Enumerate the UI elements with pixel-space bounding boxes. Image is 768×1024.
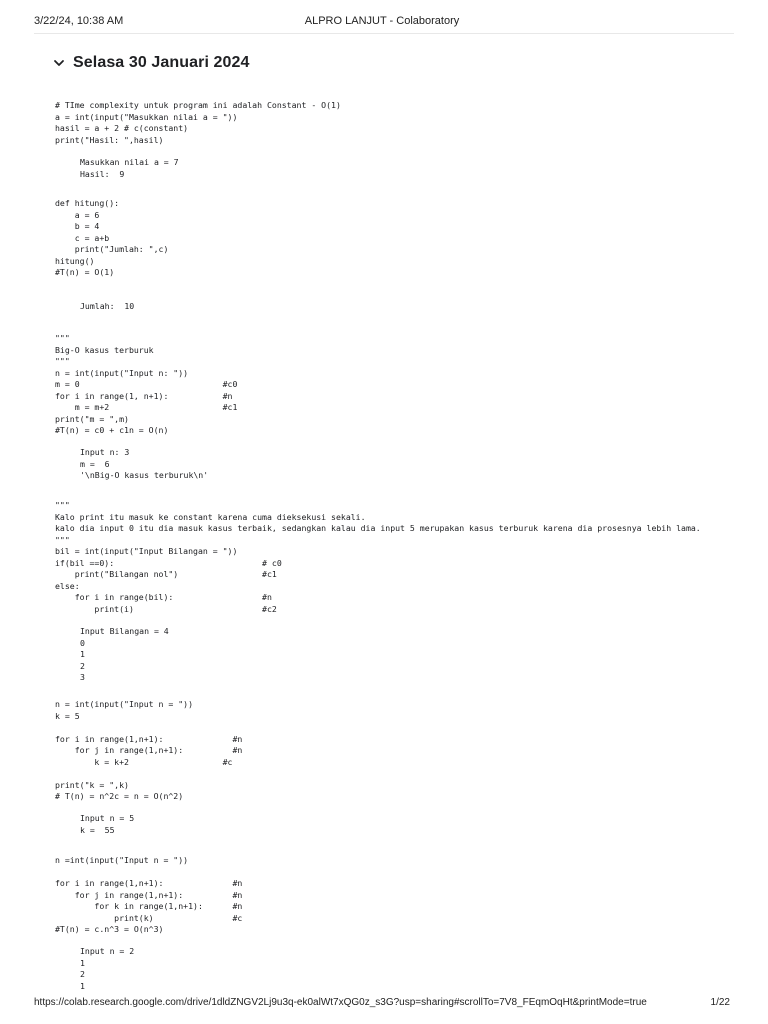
print-datetime: 3/22/24, 10:38 AM — [34, 15, 124, 27]
page-number: 1/22 — [710, 997, 730, 1008]
output-cell-nested-loop-n3: Input n = 2 1 2 1 — [80, 946, 135, 991]
page-url: https://colab.research.google.com/drive/1dldZNGV2Lj9u3q-ek0alWt7xQG0z_s3G?usp=sharing#scrollTo=7V8_FEqmOqHt&printMode=true — [34, 997, 647, 1008]
code-cell-bilangan[interactable]: """ Kalo print itu masuk ke constant karena cuma dieksekusi sekali. kalo dia input 0 itu dia masuk kasus terbaik, sedangkan kalau dia input 5 merupakan kasus terburuk karena dia prosesnya lebih lama. """ bil = int(input("Input Bilangan = ")) if(bil ==0): # c0 print("Bilangan nol") #c1 else: for i in range(bil): #n print(i) #c2 — [55, 500, 701, 614]
output-cell-bilangan: Input Bilangan = 4 0 1 2 3 — [80, 626, 169, 682]
section-heading: Selasa 30 Januari 2024 — [73, 54, 250, 71]
output-cell-hitung-function: Jumlah: 10 — [80, 301, 135, 311]
code-cell-nested-loop-n2[interactable]: n = int(input("Input n = ")) k = 5 for i in range(1,n+1): #n for j in range(1,n+1): #n k = k+2 #c print("k = ",k) # T(n) = n^2c = n = O(n^2) — [55, 699, 243, 801]
output-cell-constant-complexity: Masukkan nilai a = 7 Hasil: 9 — [80, 157, 179, 179]
chevron-down-icon[interactable] — [52, 56, 66, 70]
code-cell-nested-loop-n3[interactable]: n =int(input("Input n = ")) for i in range(1,n+1): #n for j in range(1,n+1): #n for k in range(1,n+1): #n print(k) #c #T(n) = c.n^3 = O(n^3) — [55, 855, 243, 934]
output-cell-nested-loop-n2: Input n = 5 k = 55 — [80, 813, 135, 835]
print-footer — [34, 997, 730, 1011]
document-title: ALPRO LANJUT - Colaboratory — [304, 15, 460, 27]
output-cell-big-o-worst-case: Input n: 3 m = 6 '\nBig-O kasus terburuk\n' — [80, 447, 209, 480]
code-cell-constant-complexity[interactable]: # TIme complexity untuk program ini adalah Constant - O(1) a = int(input("Masukkan nilai a = ")) hasil = a + 2 # c(constant) print("Hasil: ",hasil) — [55, 100, 341, 145]
print-header — [34, 15, 730, 31]
header-divider — [34, 33, 734, 34]
code-cell-hitung-function[interactable]: def hitung(): a = 6 b = 4 c = a+b print("Jumlah: ",c) hitung() #T(n) = O(1) — [55, 198, 169, 277]
code-cell-big-o-worst-case[interactable]: """ Big-O kasus terburuk """ n = int(input("Input n: ")) m = 0 #c0 for i in range(1, n+1): #n m = m+2 #c1 print("m = ",m) #T(n) = c0 + c1n = O(n) — [55, 333, 238, 435]
section-header[interactable] — [52, 54, 250, 72]
